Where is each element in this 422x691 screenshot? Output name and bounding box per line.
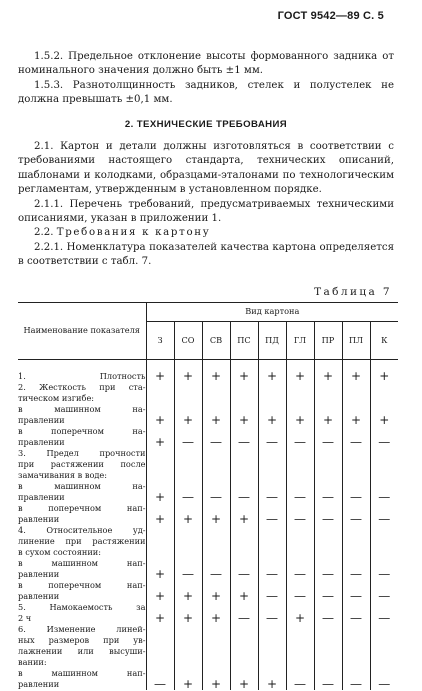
mark-cell bbox=[202, 624, 230, 635]
mark-cell bbox=[258, 448, 286, 459]
mark-cell: + bbox=[230, 591, 258, 602]
mark-cell bbox=[202, 525, 230, 536]
table-row bbox=[18, 393, 398, 404]
table-row bbox=[18, 382, 398, 393]
mark-cell bbox=[314, 393, 342, 404]
mark-cell: — bbox=[286, 679, 314, 690]
mark-cell: + bbox=[146, 415, 174, 426]
mark-cell bbox=[174, 547, 202, 558]
mark-cell bbox=[174, 536, 202, 547]
mark-cell bbox=[370, 547, 398, 558]
mark-cell bbox=[258, 382, 286, 393]
mark-cell: + bbox=[146, 437, 174, 448]
mark-cell bbox=[370, 459, 398, 470]
mark-cell: + bbox=[314, 371, 342, 382]
table-row bbox=[18, 569, 398, 580]
mark-cell bbox=[342, 470, 370, 481]
mark-cell: — bbox=[230, 569, 258, 580]
mark-cell bbox=[258, 635, 286, 646]
mark-cell: + bbox=[174, 613, 202, 624]
table-row bbox=[18, 602, 398, 613]
column-header-code: ПР bbox=[314, 322, 342, 360]
mark-cell: — bbox=[378, 435, 391, 449]
mark-cell bbox=[370, 668, 398, 679]
mark-cell bbox=[146, 547, 174, 558]
mark-cell bbox=[286, 668, 314, 679]
mark-cell: + bbox=[342, 371, 370, 382]
indicator-name-cell: 2. Жесткость при ста- bbox=[18, 382, 146, 393]
mark-cell bbox=[286, 525, 314, 536]
paragraph-1-5-2: 1.5.2. Предельное отклонение высоты формованного задника от номинального значения должно быть ±1 мм. bbox=[18, 51, 394, 77]
table-caption: Таблица 7 bbox=[314, 286, 392, 298]
mark-cell bbox=[230, 382, 258, 393]
mark-cell: + bbox=[258, 371, 286, 382]
indicator-name-cell: в поперечном нап- bbox=[18, 580, 146, 591]
indicator-name-cell: 5. Намокаемость за bbox=[18, 602, 146, 613]
mark-cell: — bbox=[286, 514, 314, 525]
mark-cell bbox=[258, 393, 286, 404]
table-row bbox=[18, 404, 398, 415]
mark-cell: + bbox=[286, 415, 314, 426]
mark-cell bbox=[314, 536, 342, 547]
mark-cell: — bbox=[342, 514, 370, 525]
mark-cell bbox=[174, 525, 202, 536]
mark-cell bbox=[286, 448, 314, 459]
indicator-name-cell: равлении bbox=[18, 591, 146, 602]
indicator-name-cell: замачивания в воде: bbox=[18, 470, 146, 481]
page-header: ГОСТ 9542—89 С. 5 bbox=[277, 10, 384, 22]
mark-cell: + bbox=[342, 415, 370, 426]
mark-cell: — bbox=[342, 613, 370, 624]
mark-cell: + bbox=[314, 415, 342, 426]
mark-cell bbox=[314, 624, 342, 635]
table-row bbox=[18, 536, 398, 547]
mark-cell: + bbox=[146, 371, 174, 382]
mark-cell bbox=[174, 382, 202, 393]
mark-cell: — bbox=[286, 437, 314, 448]
mark-cell bbox=[370, 382, 398, 393]
table-row bbox=[18, 591, 398, 602]
mark-cell: + bbox=[230, 415, 258, 426]
mark-cell: — bbox=[258, 613, 286, 624]
mark-cell: — bbox=[174, 569, 202, 580]
mark-cell bbox=[370, 525, 398, 536]
paragraph-2-1: 2.1. Картон и детали должны изготовляться в соответствии с требованиями настоящего стандарта, технических описаний, шаблонами и колодками, образцами-эталонами по технологическим регламентам, утвержденным в установленном порядке. bbox=[18, 141, 394, 196]
mark-cell bbox=[258, 459, 286, 470]
mark-cell: — bbox=[378, 512, 391, 526]
mark-cell bbox=[286, 382, 314, 393]
column-header-code: ПЛ bbox=[342, 322, 370, 360]
table-row bbox=[18, 613, 398, 624]
table-row bbox=[18, 437, 398, 448]
mark-cell bbox=[342, 459, 370, 470]
mark-cell: — bbox=[314, 679, 342, 690]
mark-cell bbox=[202, 393, 230, 404]
mark-cell bbox=[202, 448, 230, 459]
mark-cell bbox=[286, 547, 314, 558]
mark-cell bbox=[314, 525, 342, 536]
mark-cell bbox=[230, 448, 258, 459]
indicator-name-cell: в поперечном на- bbox=[18, 426, 146, 437]
mark-cell bbox=[370, 657, 398, 668]
table-row bbox=[18, 459, 398, 470]
mark-cell bbox=[202, 635, 230, 646]
mark-cell: — bbox=[314, 437, 342, 448]
body-text bbox=[18, 50, 394, 270]
mark-cell: + bbox=[202, 679, 230, 690]
mark-cell: + bbox=[230, 371, 258, 382]
table-row bbox=[18, 547, 398, 558]
mark-cell: + bbox=[258, 415, 286, 426]
mark-cell bbox=[146, 393, 174, 404]
mark-cell: + bbox=[146, 591, 174, 602]
mark-cell: + bbox=[146, 613, 174, 624]
mark-cell bbox=[230, 525, 258, 536]
mark-cell bbox=[314, 382, 342, 393]
table-row bbox=[18, 624, 398, 635]
mark-cell bbox=[230, 393, 258, 404]
mark-cell bbox=[314, 459, 342, 470]
mark-cell bbox=[174, 448, 202, 459]
mark-cell bbox=[202, 536, 230, 547]
table-row bbox=[18, 635, 398, 646]
mark-cell bbox=[146, 525, 174, 536]
table-row bbox=[18, 448, 398, 459]
table-row bbox=[18, 470, 398, 481]
mark-cell: + bbox=[146, 569, 174, 580]
indicator-name-cell: правлении bbox=[18, 415, 146, 426]
table-row bbox=[18, 514, 398, 525]
table-row bbox=[18, 657, 398, 668]
mark-cell bbox=[202, 547, 230, 558]
mark-cell bbox=[258, 646, 286, 657]
mark-cell bbox=[202, 382, 230, 393]
indicator-name-cell: в машинном нап- bbox=[18, 668, 146, 679]
mark-cell bbox=[174, 624, 202, 635]
mark-cell bbox=[258, 668, 286, 679]
mark-cell: + bbox=[286, 613, 314, 624]
table-row bbox=[18, 580, 398, 591]
indicator-name-cell: ных размеров при ув- bbox=[18, 635, 146, 646]
mark-cell: + bbox=[379, 413, 390, 427]
mark-cell: — bbox=[286, 492, 314, 503]
mark-cell bbox=[342, 646, 370, 657]
mark-cell bbox=[314, 470, 342, 481]
mark-cell bbox=[342, 635, 370, 646]
mark-cell bbox=[342, 448, 370, 459]
mark-cell bbox=[314, 635, 342, 646]
mark-cell bbox=[286, 459, 314, 470]
mark-cell bbox=[258, 536, 286, 547]
mark-cell bbox=[370, 470, 398, 481]
mark-cell: + bbox=[258, 679, 286, 690]
mark-cell: — bbox=[146, 679, 174, 690]
mark-cell: — bbox=[314, 613, 342, 624]
column-header-code: ПД bbox=[258, 322, 286, 360]
mark-cell: + bbox=[379, 369, 390, 383]
paragraph-2-2-1: 2.2.1. Номенклатура показателей качества картона определяется в соответствии с табл. 7. bbox=[18, 241, 394, 268]
indicator-name-cell: тическом изгибе: bbox=[18, 393, 146, 404]
mark-cell bbox=[286, 646, 314, 657]
table-row bbox=[18, 646, 398, 657]
mark-cell: — bbox=[378, 567, 391, 581]
requirements-table bbox=[18, 302, 398, 690]
column-header-code: К bbox=[370, 322, 398, 360]
mark-cell bbox=[314, 448, 342, 459]
mark-cell bbox=[174, 646, 202, 657]
mark-cell: + bbox=[146, 492, 174, 503]
mark-cell bbox=[314, 547, 342, 558]
mark-cell: + bbox=[174, 591, 202, 602]
mark-cell: + bbox=[230, 514, 258, 525]
mark-cell bbox=[258, 657, 286, 668]
mark-cell: — bbox=[258, 492, 286, 503]
mark-cell bbox=[146, 624, 174, 635]
mark-cell: + bbox=[202, 613, 230, 624]
table-row bbox=[18, 679, 398, 690]
mark-cell bbox=[342, 382, 370, 393]
mark-cell bbox=[258, 525, 286, 536]
indicator-name-cell: правлении bbox=[18, 437, 146, 448]
indicator-name-cell: линение при растяжении bbox=[18, 536, 146, 547]
paragraph-2-2-number: 2.2. bbox=[34, 227, 54, 239]
mark-cell bbox=[230, 536, 258, 547]
mark-cell: — bbox=[378, 490, 391, 504]
table-row bbox=[18, 503, 398, 514]
mark-cell bbox=[202, 459, 230, 470]
indicator-name-cell: при растяжении после bbox=[18, 459, 146, 470]
mark-cell: + bbox=[174, 514, 202, 525]
mark-cell bbox=[342, 525, 370, 536]
mark-cell: — bbox=[230, 613, 258, 624]
paragraph-2-2-title: Требования к картону bbox=[56, 227, 211, 239]
mark-cell bbox=[174, 657, 202, 668]
mark-cell: — bbox=[314, 591, 342, 602]
indicator-name-cell: вании: bbox=[18, 657, 146, 668]
mark-cell: — bbox=[258, 514, 286, 525]
mark-cell bbox=[342, 657, 370, 668]
mark-cell: — bbox=[202, 569, 230, 580]
paragraph-2-1-1: 2.1.1. Перечень требований, предусматриваемых техническими описаниями, указан в приложении 1. bbox=[18, 198, 394, 225]
mark-cell bbox=[258, 547, 286, 558]
mark-cell bbox=[174, 459, 202, 470]
mark-cell: + bbox=[230, 679, 258, 690]
mark-cell bbox=[146, 635, 174, 646]
mark-cell bbox=[202, 668, 230, 679]
mark-cell: — bbox=[314, 514, 342, 525]
mark-cell bbox=[370, 624, 398, 635]
mark-cell bbox=[370, 536, 398, 547]
mark-cell bbox=[370, 646, 398, 657]
mark-cell bbox=[342, 393, 370, 404]
mark-cell: — bbox=[230, 437, 258, 448]
mark-cell bbox=[370, 448, 398, 459]
mark-cell bbox=[370, 635, 398, 646]
indicator-name-cell: 3. Предел прочности bbox=[18, 448, 146, 459]
mark-cell bbox=[286, 536, 314, 547]
mark-cell bbox=[202, 657, 230, 668]
column-header-indicator-name: Наименование показателя bbox=[18, 303, 146, 360]
mark-cell: + bbox=[146, 514, 174, 525]
indicator-name-cell: 6. Изменение линей- bbox=[18, 624, 146, 635]
indicator-name-cell: равлении bbox=[18, 569, 146, 580]
indicator-name-cell: в машинном на- bbox=[18, 481, 146, 492]
mark-cell bbox=[258, 624, 286, 635]
mark-cell bbox=[258, 470, 286, 481]
mark-cell bbox=[146, 646, 174, 657]
mark-cell: — bbox=[378, 589, 391, 603]
mark-cell: — bbox=[202, 437, 230, 448]
mark-cell: — bbox=[378, 677, 391, 691]
mark-cell bbox=[174, 393, 202, 404]
column-header-code: СВ bbox=[202, 322, 230, 360]
column-header-code: З bbox=[146, 322, 174, 360]
mark-cell bbox=[230, 657, 258, 668]
mark-cell: + bbox=[174, 679, 202, 690]
paragraph-2-2 bbox=[18, 226, 394, 240]
mark-cell bbox=[230, 459, 258, 470]
mark-cell bbox=[230, 624, 258, 635]
mark-cell bbox=[314, 657, 342, 668]
mark-cell bbox=[342, 547, 370, 558]
mark-cell bbox=[314, 668, 342, 679]
table-row bbox=[18, 525, 398, 536]
indicator-name-cell: в машинном нап- bbox=[18, 558, 146, 569]
column-header-code: СО bbox=[174, 322, 202, 360]
column-group-header-cardboard-type: Вид картона bbox=[146, 303, 398, 322]
mark-cell: — bbox=[286, 569, 314, 580]
mark-cell bbox=[286, 624, 314, 635]
table-row bbox=[18, 426, 398, 437]
mark-cell: — bbox=[314, 569, 342, 580]
mark-cell: + bbox=[286, 371, 314, 382]
mark-cell bbox=[230, 646, 258, 657]
section-title: 2. ТЕХНИЧЕСКИЕ ТРЕБОВАНИЯ bbox=[124, 118, 288, 130]
indicator-name-cell: равлении bbox=[18, 514, 146, 525]
mark-cell: + bbox=[202, 591, 230, 602]
table-row bbox=[18, 481, 398, 492]
mark-cell: — bbox=[258, 437, 286, 448]
mark-cell bbox=[174, 470, 202, 481]
mark-cell bbox=[230, 635, 258, 646]
mark-cell bbox=[286, 470, 314, 481]
mark-cell: — bbox=[342, 437, 370, 448]
mark-cell: — bbox=[230, 492, 258, 503]
mark-cell bbox=[146, 382, 174, 393]
mark-cell: — bbox=[258, 591, 286, 602]
mark-cell bbox=[146, 668, 174, 679]
mark-cell bbox=[370, 393, 398, 404]
mark-cell: — bbox=[174, 437, 202, 448]
column-header-code: ГЛ bbox=[286, 322, 314, 360]
indicator-name-cell: в поперечном нап- bbox=[18, 503, 146, 514]
table-row bbox=[18, 492, 398, 503]
indicator-name-cell: лажнении или высуши- bbox=[18, 646, 146, 657]
mark-cell: + bbox=[202, 415, 230, 426]
mark-cell bbox=[146, 657, 174, 668]
mark-cell bbox=[174, 635, 202, 646]
indicator-name-cell: 2 ч bbox=[18, 613, 146, 624]
mark-cell bbox=[146, 536, 174, 547]
indicator-name-cell: 4. Относительное уд- bbox=[18, 525, 146, 536]
mark-cell: — bbox=[342, 679, 370, 690]
mark-cell bbox=[286, 635, 314, 646]
mark-cell bbox=[286, 657, 314, 668]
table-row bbox=[18, 415, 398, 426]
mark-cell bbox=[230, 668, 258, 679]
mark-cell bbox=[314, 646, 342, 657]
mark-cell bbox=[342, 624, 370, 635]
mark-cell bbox=[342, 536, 370, 547]
column-header-code: ПС bbox=[230, 322, 258, 360]
mark-cell bbox=[230, 547, 258, 558]
mark-cell: — bbox=[342, 569, 370, 580]
mark-cell: — bbox=[258, 569, 286, 580]
mark-cell: — bbox=[342, 591, 370, 602]
indicator-name-cell: правлении bbox=[18, 492, 146, 503]
mark-cell: + bbox=[174, 415, 202, 426]
mark-cell bbox=[146, 470, 174, 481]
mark-cell bbox=[146, 459, 174, 470]
table-row bbox=[18, 371, 398, 382]
mark-cell bbox=[146, 448, 174, 459]
mark-cell: — bbox=[314, 492, 342, 503]
mark-cell bbox=[286, 393, 314, 404]
mark-cell: + bbox=[174, 371, 202, 382]
table-row bbox=[18, 558, 398, 569]
indicator-name-cell: в машинном на- bbox=[18, 404, 146, 415]
indicator-name-cell: в сухом состоянии: bbox=[18, 547, 146, 558]
table-row bbox=[18, 668, 398, 679]
mark-cell: — bbox=[174, 492, 202, 503]
mark-cell bbox=[174, 668, 202, 679]
mark-cell: — bbox=[202, 492, 230, 503]
indicator-name-cell: 1. Плотность bbox=[18, 371, 146, 382]
mark-cell bbox=[202, 646, 230, 657]
paragraph-1-5-3: 1.5.3. Разнотолщинность задников, стелек и полустелек не должна превышать ±0,1 мм. bbox=[18, 79, 394, 106]
mark-cell bbox=[230, 470, 258, 481]
mark-cell: — bbox=[378, 611, 391, 625]
mark-cell bbox=[202, 470, 230, 481]
mark-cell: + bbox=[202, 514, 230, 525]
mark-cell: — bbox=[286, 591, 314, 602]
indicator-name-cell: равлении bbox=[18, 679, 146, 690]
mark-cell: — bbox=[342, 492, 370, 503]
mark-cell: + bbox=[202, 371, 230, 382]
mark-cell bbox=[342, 668, 370, 679]
